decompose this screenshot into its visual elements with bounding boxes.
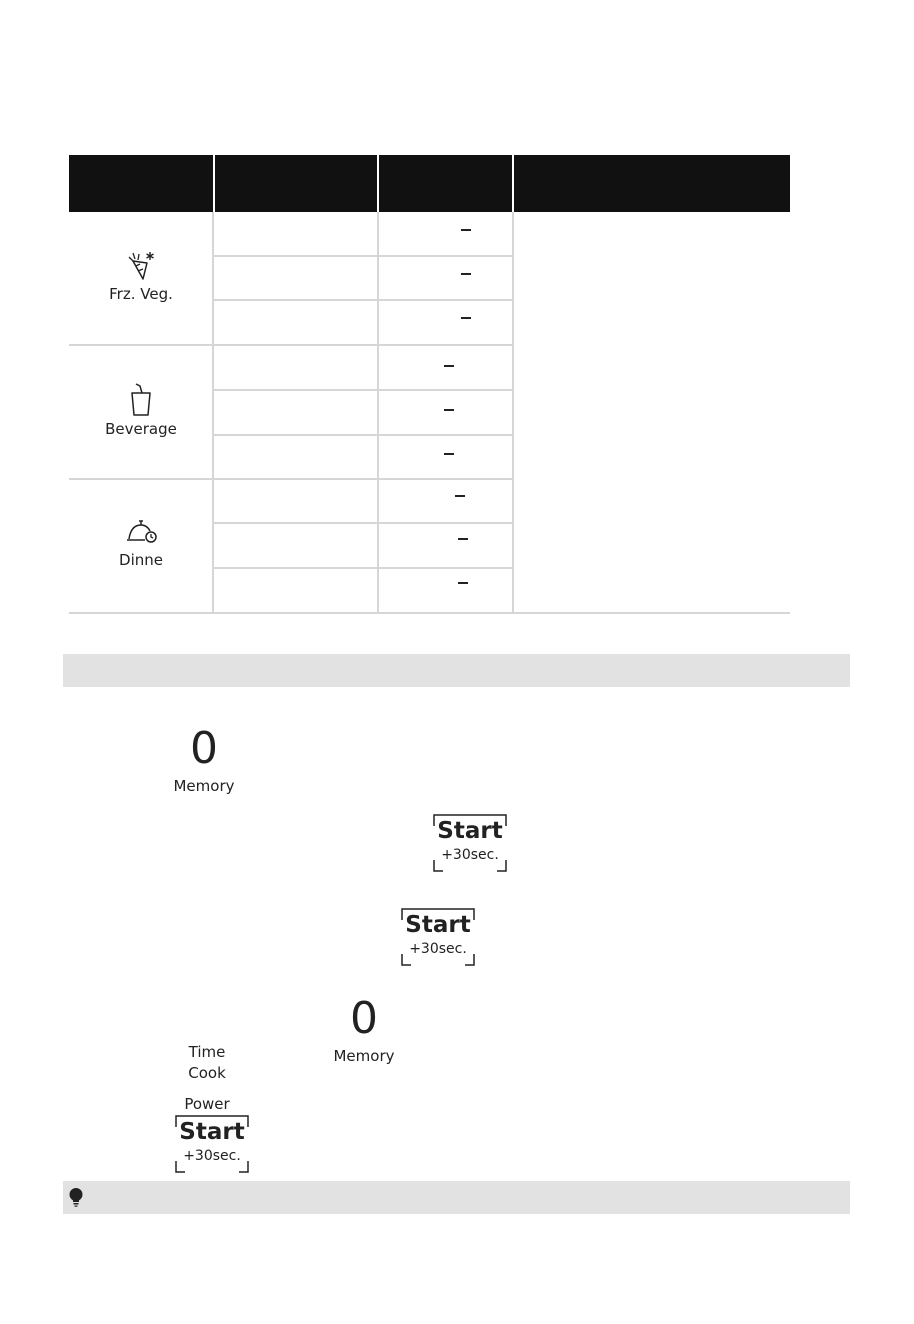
- memory-key[interactable]: [329, 993, 399, 1065]
- grid-line: [512, 212, 514, 614]
- category-dinner: [69, 515, 213, 569]
- carrot-icon: [123, 249, 159, 283]
- start-sub: +30sec.: [409, 941, 467, 957]
- category-label: Beverage: [105, 420, 177, 438]
- start-sub: +30sec.: [441, 847, 499, 863]
- power-label: Power: [184, 1095, 230, 1113]
- section-banner: [63, 654, 850, 687]
- memory-label: Memory: [333, 1047, 395, 1065]
- dash-mark: [444, 453, 454, 455]
- grid-line: [69, 478, 512, 480]
- lightbulb-icon: [68, 1187, 84, 1207]
- grid-line: [377, 212, 379, 614]
- grid-line: [214, 522, 512, 524]
- category-frozen-vegetables: [69, 249, 213, 303]
- dash-mark: [458, 582, 468, 584]
- cup-icon: [126, 382, 156, 418]
- memory-digit: 0: [190, 723, 218, 774]
- dinner-plate-icon: [121, 515, 161, 549]
- dash-mark: [458, 538, 468, 540]
- grid-line: [214, 299, 512, 301]
- dash-mark: [455, 495, 465, 497]
- start-word: Start: [437, 818, 503, 844]
- category-label: Dinne: [119, 551, 163, 569]
- grid-line: [214, 389, 512, 391]
- dash-mark: [461, 317, 471, 319]
- dash-mark: [461, 229, 471, 231]
- start-sub: +30sec.: [183, 1148, 241, 1164]
- header-divider: [512, 155, 514, 212]
- memory-key[interactable]: [169, 723, 239, 795]
- grid-line: [69, 344, 512, 346]
- category-label: Frz. Veg.: [109, 285, 173, 303]
- table-header: [69, 155, 790, 212]
- time-cook-key[interactable]: [176, 1042, 238, 1084]
- table-body: [69, 212, 790, 614]
- dash-mark: [444, 409, 454, 411]
- grid-line: [69, 612, 790, 614]
- header-divider: [213, 155, 215, 212]
- start-button[interactable]: [175, 1115, 249, 1173]
- header-divider: [377, 155, 379, 212]
- grid-line: [214, 434, 512, 436]
- start-button[interactable]: [433, 814, 507, 872]
- dash-mark: [461, 273, 471, 275]
- dash-mark: [444, 365, 454, 367]
- memory-label: Memory: [173, 777, 235, 795]
- time-cook-line2: Cook: [188, 1064, 226, 1082]
- start-word: Start: [179, 1119, 245, 1145]
- time-cook-line1: Time: [188, 1043, 226, 1061]
- category-beverage: [69, 382, 213, 438]
- grid-line: [214, 255, 512, 257]
- start-word: Start: [405, 912, 471, 938]
- start-button[interactable]: [401, 908, 475, 966]
- tip-banner: [63, 1181, 850, 1214]
- grid-line: [214, 567, 512, 569]
- memory-digit: 0: [350, 993, 378, 1044]
